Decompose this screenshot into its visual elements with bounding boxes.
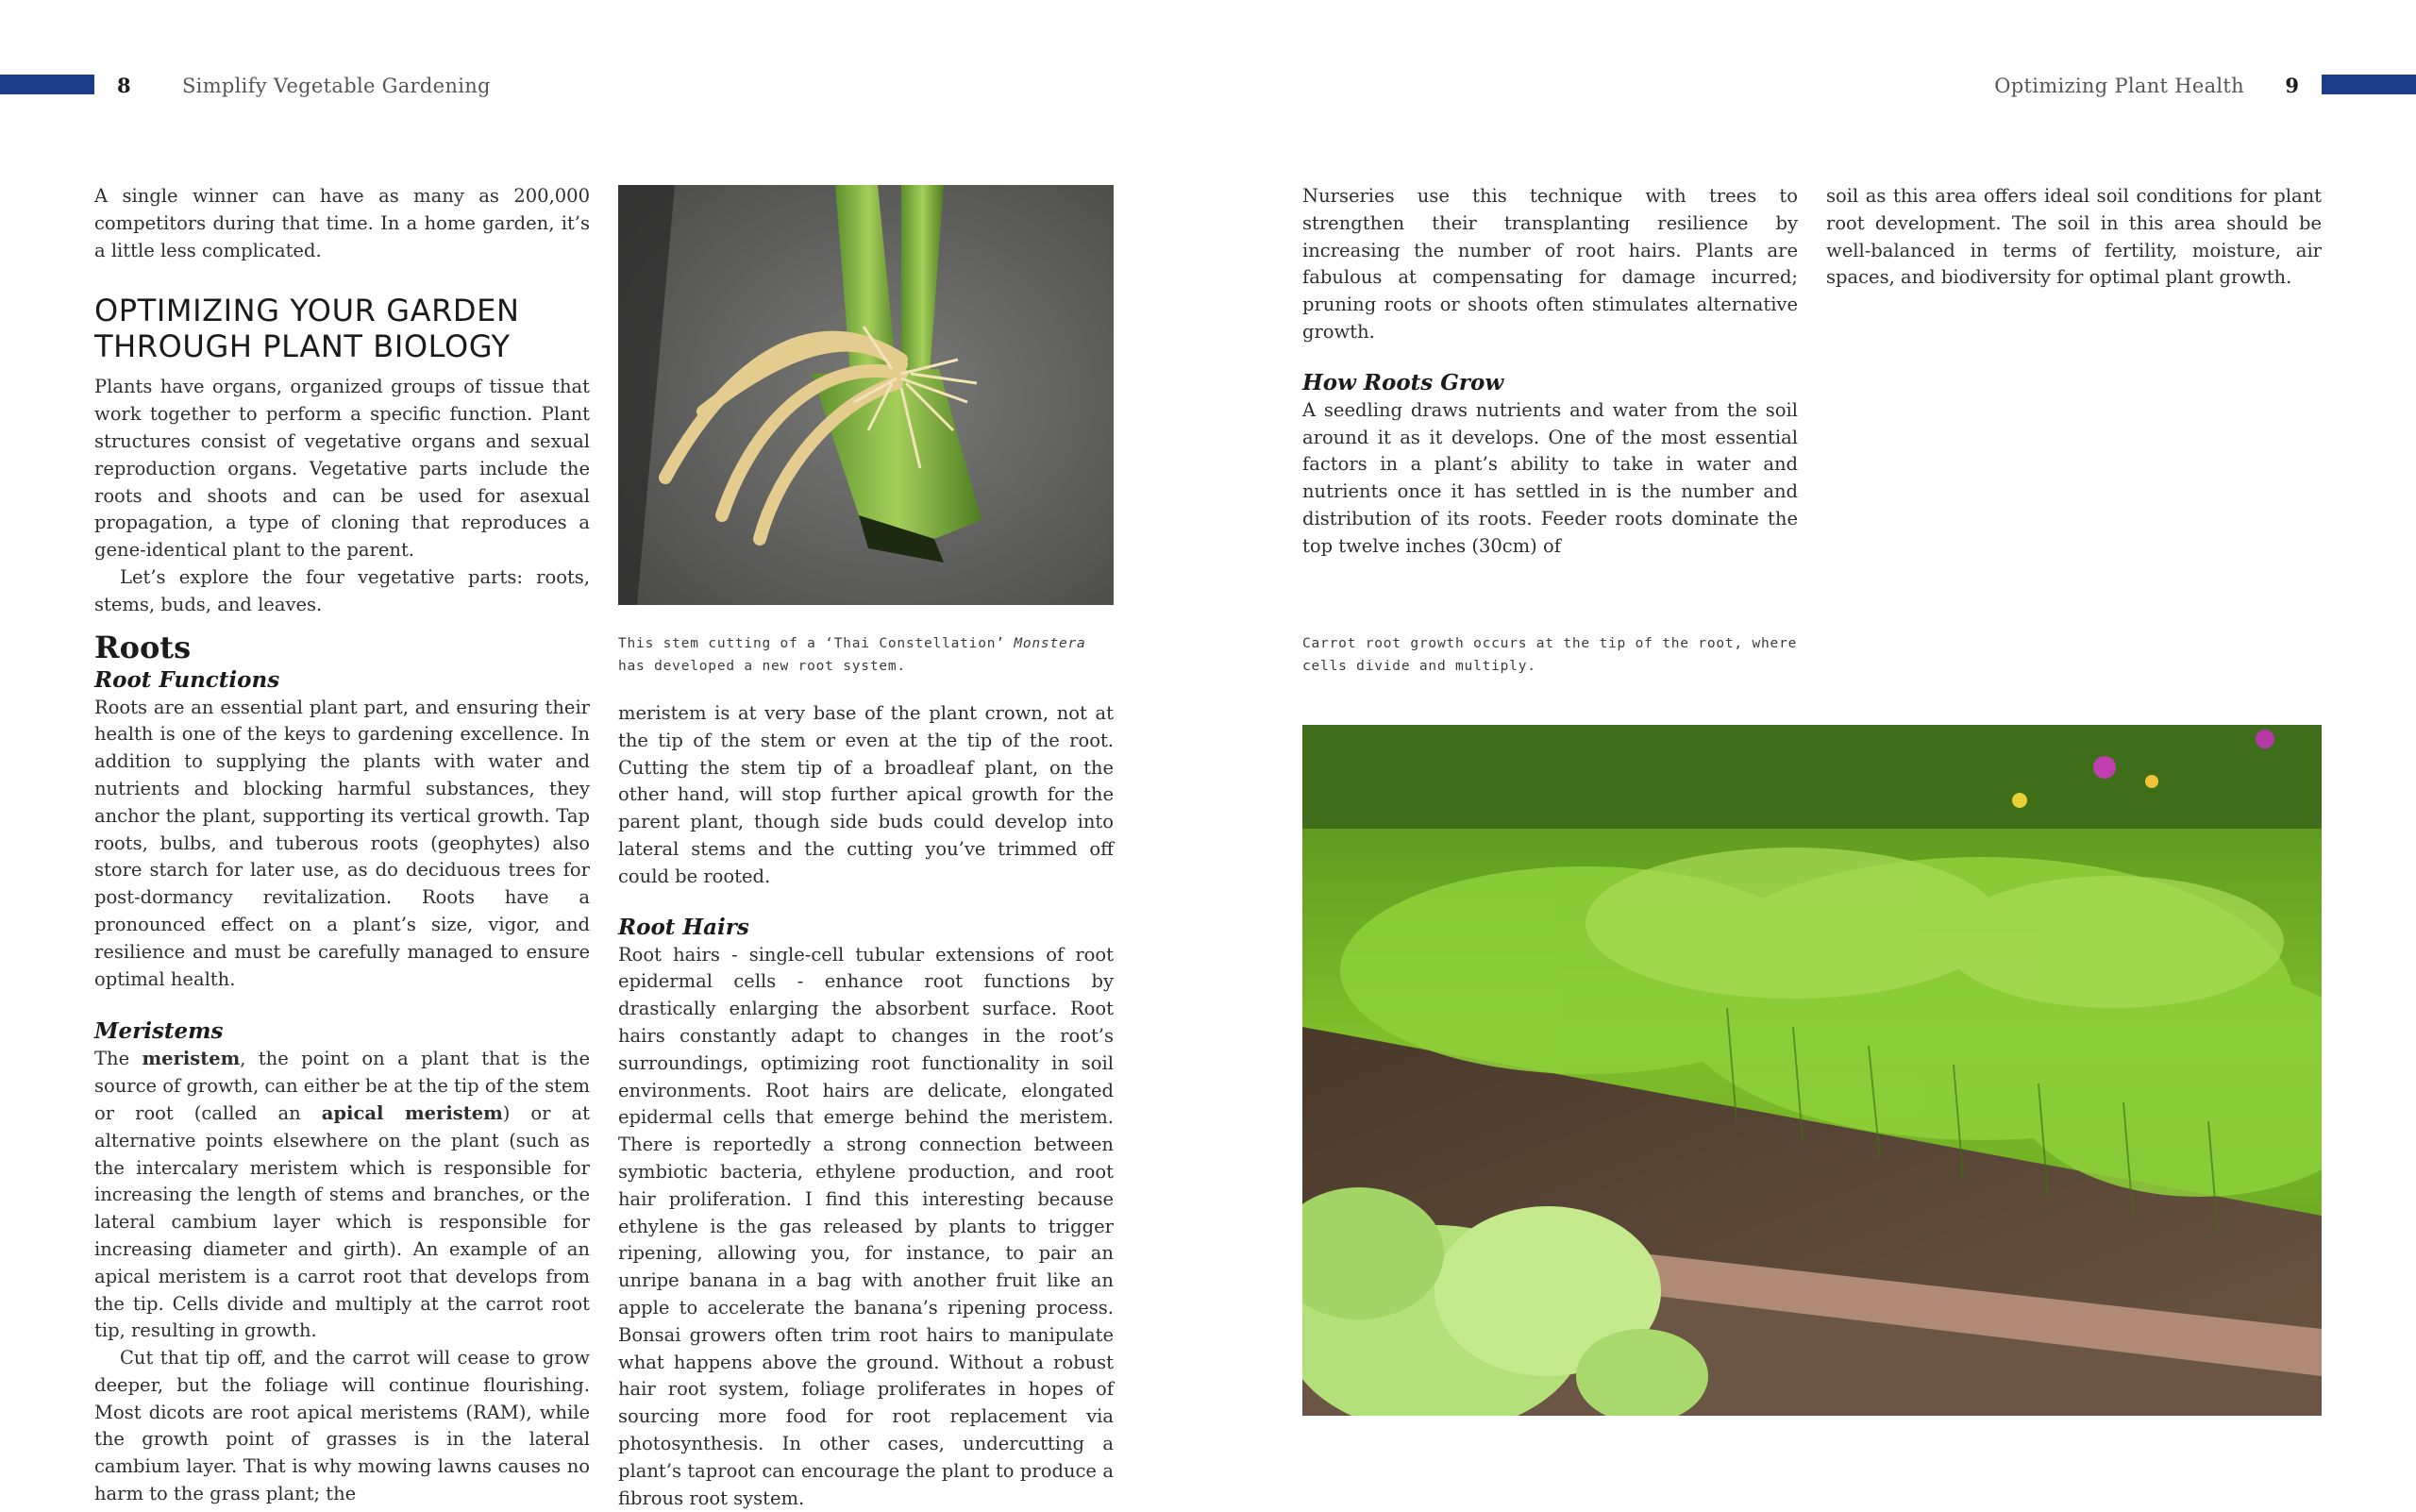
- root-functions-heading: Root Functions: [94, 666, 280, 693]
- accent-bar-right: [2322, 75, 2416, 94]
- monstera-caption: [618, 632, 1114, 678]
- left-page: [0, 0, 1208, 1510]
- meristems-text-c: ) or at alternative points elsewhere on the plant (such as the intercalary meristem which is responsible for increasing the length of stems and branches, or the lateral cambium layer which is responsible for increasing diameter and girth). An example of an apical meristem is a carrot root that develops from the tip. Cells divide and multiply at the carrot root tip, resulting in growth.: [94, 1101, 591, 1342]
- meristems-text-a: The: [94, 1048, 143, 1070]
- how-roots-grow-heading: How Roots Grow: [1302, 369, 1504, 395]
- term-apical-meristem: apical meristem: [321, 1101, 503, 1124]
- carrot-caption: Carrot root growth occurs at the tip of the root, where cells divide and multiply.: [1302, 636, 1798, 674]
- caption-italic: Monstera: [1014, 636, 1086, 651]
- meristems-text-b: , the point on a plant that is the source of growth, can either be at the tip of the stem or root (called an: [94, 1048, 590, 1124]
- right-page: [1208, 0, 2416, 1510]
- left-column-2: [618, 700, 1114, 1512]
- running-head-right: Optimizing Plant Health: [1994, 75, 2244, 97]
- monstera-cutting-photo: [618, 185, 1114, 605]
- how-roots-grow-paragraph: A seedling draws nutrients and water from the soil around it as it develops. One of the most essential factors in a plant’s ability to take in water and nutrients once it has settled in is the number and distribution of its roots. Feeder roots dominate the top twelve inches (30cm) of: [1302, 398, 1798, 557]
- term-meristem: meristem: [142, 1048, 241, 1070]
- accent-bar-left: [0, 75, 94, 94]
- caption-text-b: has developed a new root system.: [618, 659, 906, 674]
- root-hairs-heading: Root Hairs: [618, 914, 749, 940]
- right-column-1: [1302, 183, 1798, 561]
- carrot-bed-photo: [1302, 725, 2322, 1416]
- nurseries-paragraph: Nurseries use this technique with trees to strengthen their transplanting resilience by increasing the number of root hairs. Plants are fabulous at compensating for damage incurred; pruning roots or shoots often stimulates alternative growth.: [1302, 185, 1798, 343]
- intro-paragraph: A single winner can have as many as 200,000 competitors during that time. In a home garden, it’s a little less complicated.: [94, 185, 590, 261]
- page-number-right: 9: [2285, 74, 2299, 97]
- section-paragraph-2: Let’s explore the four vegetative parts: roots, stems, buds, and leaves.: [94, 565, 590, 615]
- meristems-heading: Meristems: [94, 1018, 224, 1045]
- section-heading: OPTIMIZING YOUR GARDEN THROUGH PLANT BIOLOGY: [94, 293, 520, 365]
- section-paragraph-1: Plants have organs, organized groups of tissue that work together to perform a specific function. Plant structures consist of vegetative organs and sexual reproduction organs. Vegetative parts include the roots and shoots and can be used for asexual propagation, a type of cloning that reproduces a gene-identical plant to the parent.: [94, 376, 590, 562]
- right-column-2: [1826, 183, 2322, 292]
- left-column-1: [94, 183, 590, 1508]
- root-hairs-paragraph: Root hairs - single-cell tubular extensions of root epidermal cells - enhance root functions by drastically enlarging the absorbent surface. Root hairs constantly adapt to changes in the root’s surroundings, optimizing root functionality in soil environments. Root hairs are delicate, elongated epidermal cells that emerge behind the meristem. There is reportedly a strong connection between symbiotic bacteria, ethylene production, and root hair proliferation. I find this interesting because ethylene is the gas released by plants to trigger ripening, allowing you, for instance, to pair an unripe banana in a bag with another fruit like an apple to accelerate the banana’s ripening process. Bonsai growers often trim root hairs to manipulate what happens above the ground. Without a robust hair root system, foliage proliferates in hopes of sourcing more food for root replacement via photosynthesis. In other cases, undercutting a plant’s taproot can encourage the plant to produce a fibrous root system.: [618, 943, 1114, 1509]
- running-head-left: Simplify Vegetable Gardening: [182, 75, 491, 97]
- roots-heading: Roots: [94, 629, 192, 665]
- page-number-left: 8: [117, 74, 131, 97]
- caption-text-a: This stem cutting of a ‘Thai Constellation’: [618, 636, 1015, 651]
- meristems-paragraph-1: [94, 1046, 590, 1345]
- soil-paragraph: soil as this area offers ideal soil conditions for plant root development. The soil in this area should be well-balanced in terms of fertility, moisture, air spaces, and biodiversity for optimal plant growth.: [1826, 185, 2322, 289]
- meristems-paragraph-2: Cut that tip off, and the carrot will cease to grow deeper, but the foliage will continue flourishing. Most dicots are root apical meristems (RAM), while the growth point of grasses is in the lateral cambium layer. That is why mowing lawns causes no harm to the grass plant; the: [94, 1347, 590, 1505]
- root-functions-paragraph: Roots are an essential plant part, and ensuring their health is one of the keys to gardening excellence. In addition to supplying the plants with water and nutrients and blocking harmful substances, they anchor the plant, supporting its vertical growth. Tap roots, bulbs, and tuberous roots (geophytes) also store starch for later use, as do deciduous trees for post-dormancy revitalization. Roots have a pronounced effect on a plant’s size, vigor, and resilience and must be carefully managed to ensure optimal health.: [94, 696, 590, 990]
- column-2-paragraph-1: meristem is at very base of the plant crown, not at the tip of the stem or even at the tip of the root. Cutting the stem tip of a broadleaf plant, on the other hand, will stop further apical growth for the parent plant, though side buds could develop into lateral stems and the cutting you’ve trimmed off could be rooted.: [618, 702, 1114, 887]
